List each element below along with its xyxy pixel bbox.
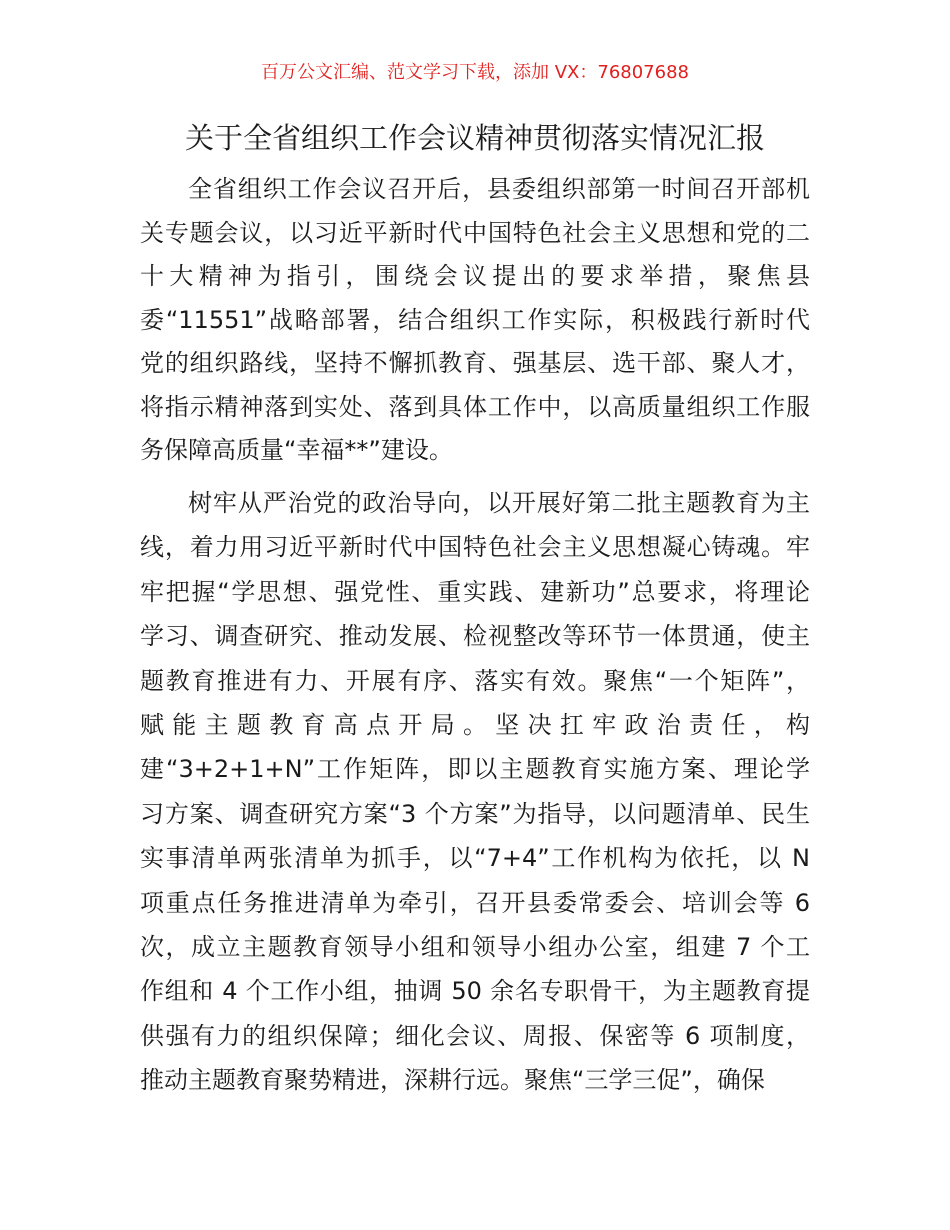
text-line: 将指示精神落到实处、落到具体工作中，以高质量组织工作服	[140, 392, 810, 421]
document-title: 关于全省组织工作会议精神贯彻落实情况汇报	[184, 121, 765, 155]
text-line: 牢把握“学思想、强党性、重实践、建新功”总要求，将理论	[140, 577, 810, 606]
text-line: 树牢从严治党的政治导向，以开展好第二批主题教育为主	[188, 489, 810, 517]
text-line: 党的组织路线，坚持不懈抓教育、强基层、选干部、聚人才，	[140, 349, 810, 377]
watermark-banner: 百万公文汇编、范文学习下载，添加 VX：76807688	[261, 62, 689, 83]
text-line: 作组和 4 个工作小组，抽调 50 余名专职骨干，为主题教育提	[140, 977, 810, 1006]
text-line: 实事清单两张清单为抓手，以“7+4”工作机构为依托，以 N	[140, 844, 810, 873]
text-line: 务保障高质量“幸福**”建设。	[140, 436, 453, 464]
text-line: 赋能主题教育高点开局。坚决扛牢政治责任，构	[140, 710, 810, 739]
text-line: 项重点任务推进清单为牵引，召开县委常委会、培训会等 6	[140, 888, 810, 917]
text-line: 关专题会议，以习近平新时代中国特色社会主义思想和党的二	[140, 218, 810, 247]
paragraph-1	[140, 168, 810, 473]
text-line: 十大精神为指引，围绕会议提出的要求举措，聚焦县	[140, 262, 810, 290]
text-line: 学习、调查研究、推动发展、检视整改等环节一体贯通，使主	[140, 622, 810, 651]
text-line: 线，着力用习近平新时代中国特色社会主义思想凝心铸魂。牢	[140, 533, 810, 562]
text-line: 题教育推进有力、开展有序、落实有效。聚焦“一个矩阵”，	[140, 666, 810, 695]
text-line: 推动主题教育聚势精进，深耕行远。聚焦“三学三促”，确保	[140, 1066, 765, 1095]
text-line: 供强有力的组织保障；细化会议、周报、保密等 6 项制度，	[140, 1021, 810, 1050]
text-line: 习方案、调查研究方案“3 个方案”为指导，以问题清单、民生	[140, 799, 810, 828]
text-line: 全省组织工作会议召开后，县委组织部第一时间召开部机	[188, 175, 810, 203]
paragraph-2	[140, 481, 810, 1102]
text-line: 次，成立主题教育领导小组和领导小组办公室，组建 7 个工	[140, 932, 810, 961]
text-line: 委“11551”战略部署，结合组织工作实际，积极践行新时代	[140, 305, 810, 334]
text-line: 建“3+2+1+N”工作矩阵，即以主题教育实施方案、理论学	[140, 755, 810, 784]
